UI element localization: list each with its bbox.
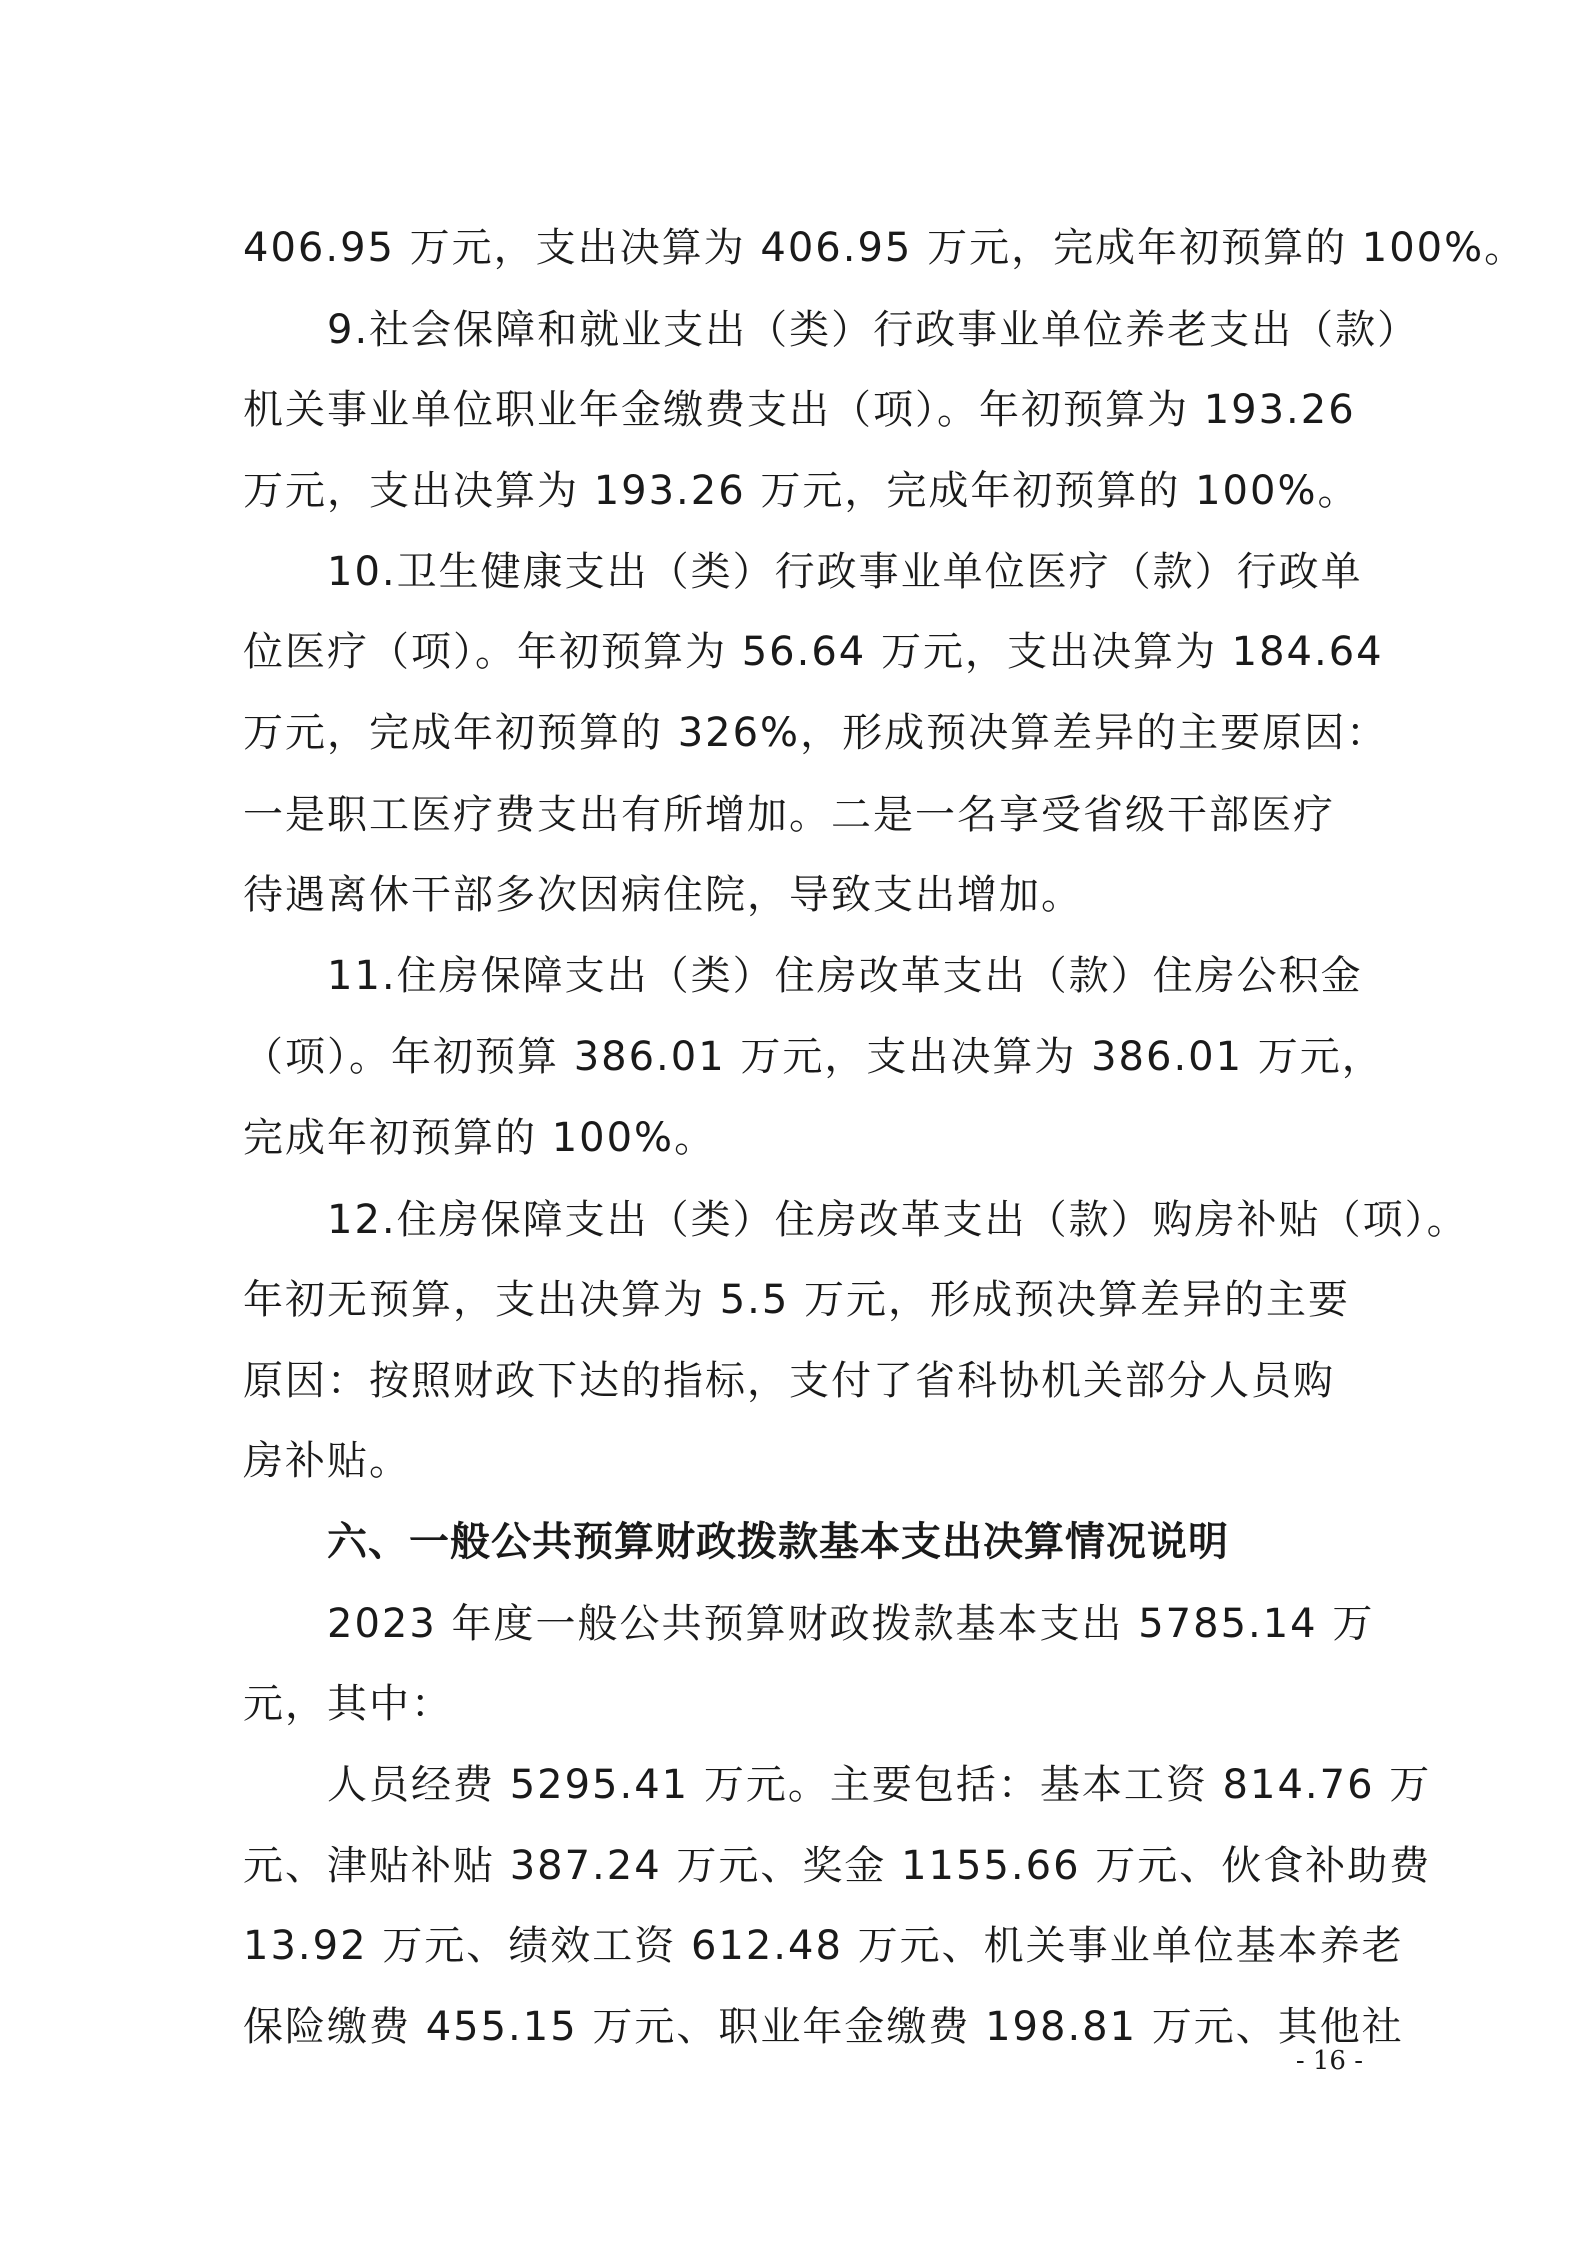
body-text-line: 房补贴。 (243, 1438, 411, 1484)
body-text-line: 完成年初预算的 100%。 (243, 1115, 717, 1161)
body-text-line: 万元，完成年初预算的 326%，形成预决算差异的主要原因： (243, 710, 1389, 756)
body-text-line: 人员经费 5295.41 万元。主要包括：基本工资 814.76 万 (327, 1762, 1432, 1808)
body-text-line: 12.住房保障支出（类）住房改革支出（款）购房补贴（项）。 (327, 1197, 1469, 1243)
body-text-line: 13.92 万元、绩效工资 612.48 万元、机关事业单位基本养老 (243, 1923, 1404, 1969)
body-text-line: 机关事业单位职业年金缴费支出（项）。年初预算为 193.26 (243, 387, 1356, 433)
body-text-line: 年初无预算，支出决算为 5.5 万元，形成预决算差异的主要 (243, 1277, 1351, 1323)
body-text-line: （项）。年初预算 386.01 万元，支出决算为 386.01 万元， (243, 1034, 1384, 1080)
body-text-line: 待遇离休干部多次因病住院，导致支出增加。 (243, 872, 1083, 918)
body-text-line: 位医疗（项）。年初预算为 56.64 万元，支出决算为 184.64 (243, 629, 1384, 675)
body-text-line: 11.住房保障支出（类）住房改革支出（款）住房公积金 (327, 953, 1363, 999)
body-text-line: 10.卫生健康支出（类）行政事业单位医疗（款）行政单 (327, 549, 1363, 595)
body-text-line: 9.社会保障和就业支出（类）行政事业单位养老支出（款） (327, 307, 1420, 353)
body-text-line: 元，其中： (243, 1681, 453, 1727)
body-text-line: 406.95 万元，支出决算为 406.95 万元，完成年初预算的 100%。 (243, 225, 1527, 271)
page-number: - 16 - (1295, 2046, 1363, 2076)
body-text-line: 保险缴费 455.15 万元、职业年金缴费 198.81 万元、其他社 (243, 2004, 1404, 2050)
body-text-line: 元、津贴补贴 387.24 万元、奖金 1155.66 万元、伙食补助费 (243, 1843, 1432, 1889)
body-text-line: 万元，支出决算为 193.26 万元，完成年初预算的 100%。 (243, 468, 1360, 514)
section-heading: 六、一般公共预算财政拨款基本支出决算情况说明 (327, 1519, 1229, 1565)
body-text-line: 原因：按照财政下达的指标，支付了省科协机关部分人员购 (243, 1358, 1335, 1404)
body-text-line: 一是职工医疗费支出有所增加。二是一名享受省级干部医疗 (243, 792, 1335, 838)
body-text-line: 2023 年度一般公共预算财政拨款基本支出 5785.14 万 (327, 1601, 1375, 1647)
